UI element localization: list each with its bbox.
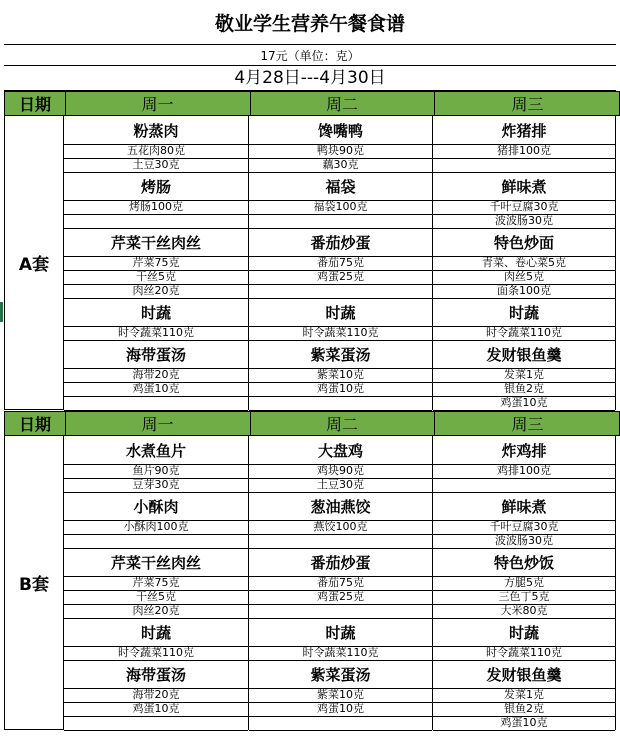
ingredient-cell[interactable]: 鸭块90克 — [249, 144, 432, 159]
ingredient-cell[interactable]: 大米80克 — [433, 604, 615, 619]
ingredient-cell[interactable]: 时令蔬菜110克 — [64, 326, 248, 341]
ingredient-cell[interactable]: 干丝5克 — [64, 270, 248, 285]
dish-name[interactable]: 海带蛋汤 — [64, 660, 248, 689]
day-header-row — [4, 91, 620, 116]
dish-name[interactable]: 特色炒面 — [433, 228, 615, 257]
dish-name[interactable]: 时蔬 — [249, 618, 432, 647]
ingredient-cell[interactable]: 时令蔬菜110克 — [433, 326, 615, 341]
ingredient-cell[interactable]: 海带20克 — [64, 368, 248, 383]
ingredient-cell[interactable] — [249, 534, 432, 549]
ingredient-cell[interactable]: 鸡排100克 — [433, 464, 615, 479]
ingredient-cell[interactable]: 时令蔬菜110克 — [64, 646, 248, 661]
day-column-2 — [249, 436, 433, 730]
price-note: 17元（单位：克） — [4, 47, 616, 66]
dish-name[interactable]: 葱油燕饺 — [249, 492, 432, 521]
ingredient-cell[interactable]: 发菜1克 — [433, 688, 615, 703]
menu-title: 敬业学生营养午餐食谱 — [4, 4, 616, 45]
ingredient-cell[interactable] — [64, 716, 248, 731]
dish-name[interactable]: 紫菜蛋汤 — [249, 340, 432, 369]
ingredient-cell[interactable]: 银鱼2克 — [433, 702, 615, 717]
ingredient-cell[interactable]: 福袋100克 — [249, 200, 432, 215]
ingredient-cell[interactable]: 发菜1克 — [433, 368, 615, 383]
ingredient-cell[interactable]: 鸡蛋25克 — [249, 590, 432, 605]
dish-name[interactable]: 鲜味煮 — [433, 172, 615, 201]
ingredient-cell[interactable]: 鸡蛋10克 — [249, 702, 432, 717]
day-column-1 — [64, 436, 249, 730]
ingredient-cell[interactable]: 鸡蛋10克 — [433, 396, 615, 411]
day-header-1[interactable]: 周一 — [65, 92, 251, 115]
ingredient-cell[interactable] — [249, 214, 432, 229]
day-header-2[interactable]: 周二 — [250, 92, 435, 115]
dish-name[interactable]: 芹菜干丝肉丝 — [64, 228, 248, 257]
dish-name[interactable]: 发财银鱼羹 — [433, 340, 615, 369]
ingredient-cell[interactable] — [64, 396, 248, 411]
dish-name[interactable]: 紫菜蛋汤 — [249, 660, 432, 689]
dish-name[interactable]: 小酥肉 — [64, 492, 248, 521]
ingredient-cell[interactable]: 青菜、卷心菜5克 — [433, 256, 615, 271]
ingredient-cell[interactable]: 波波肠30克 — [433, 534, 615, 549]
dish-name[interactable]: 时蔬 — [64, 618, 248, 647]
ingredient-cell[interactable]: 面条100克 — [433, 284, 615, 299]
dish-name[interactable]: 番茄炒蛋 — [249, 228, 432, 257]
ingredient-cell[interactable] — [249, 604, 432, 619]
ingredient-cell[interactable]: 芹菜75克 — [64, 576, 248, 591]
dish-name[interactable]: 炸猪排 — [433, 116, 615, 145]
ingredient-cell[interactable] — [249, 284, 432, 299]
ingredient-cell[interactable]: 肉丝20克 — [64, 284, 248, 299]
dish-name[interactable]: 粉蒸肉 — [64, 116, 248, 145]
date-header-cell[interactable]: 日期 — [5, 412, 66, 435]
ingredient-cell[interactable]: 鸡蛋10克 — [433, 716, 615, 731]
dish-name[interactable]: 芹菜干丝肉丝 — [64, 548, 248, 577]
ingredient-cell[interactable]: 波波肠30克 — [433, 214, 615, 229]
ingredient-cell[interactable]: 时令蔬菜110克 — [249, 646, 432, 661]
day-header-2[interactable]: 周二 — [250, 412, 435, 435]
ingredient-cell[interactable] — [64, 534, 248, 549]
ingredient-cell[interactable]: 鸡蛋10克 — [249, 382, 432, 397]
ingredient-cell[interactable]: 番茄75克 — [249, 256, 432, 271]
ingredient-cell[interactable]: 番茄75克 — [249, 576, 432, 591]
date-range: 4月28日---4月30日 — [4, 66, 616, 91]
dish-name[interactable]: 时蔬 — [249, 298, 432, 327]
ingredient-cell[interactable]: 土豆30克 — [249, 478, 432, 493]
ingredient-cell[interactable]: 鸡块90克 — [249, 464, 432, 479]
day-column-1 — [64, 116, 249, 410]
ingredient-cell[interactable]: 鸡蛋25克 — [249, 270, 432, 285]
ingredient-cell[interactable]: 烤肠100克 — [64, 200, 248, 215]
ingredient-cell[interactable]: 鸡蛋10克 — [64, 382, 248, 397]
day-header-row — [4, 411, 620, 436]
ingredient-cell[interactable] — [249, 396, 432, 411]
ingredient-cell[interactable]: 三色丁5克 — [433, 590, 615, 605]
dish-name[interactable]: 福袋 — [249, 172, 432, 201]
ingredient-cell[interactable]: 干丝5克 — [64, 590, 248, 605]
set-label[interactable]: B套 — [4, 436, 64, 730]
ingredient-cell[interactable]: 千叶豆腐30克 — [433, 520, 615, 535]
row-selection-marker — [0, 302, 3, 322]
ingredient-cell[interactable]: 肉丝20克 — [64, 604, 248, 619]
dish-name[interactable]: 番茄炒蛋 — [249, 548, 432, 577]
ingredient-cell[interactable]: 芹菜75克 — [64, 256, 248, 271]
ingredient-cell[interactable]: 银鱼2克 — [433, 382, 615, 397]
dish-name[interactable]: 水煮鱼片 — [64, 436, 248, 465]
dish-name[interactable]: 特色炒饭 — [433, 548, 615, 577]
ingredient-cell[interactable] — [433, 158, 615, 173]
ingredient-cell[interactable] — [249, 716, 432, 731]
ingredient-cell[interactable]: 土豆30克 — [64, 158, 248, 173]
dish-name[interactable]: 烤肠 — [64, 172, 248, 201]
ingredient-cell[interactable]: 时令蔬菜110克 — [249, 326, 432, 341]
ingredient-cell[interactable]: 五花肉80克 — [64, 144, 248, 159]
ingredient-cell[interactable]: 时令蔬菜110克 — [433, 646, 615, 661]
dish-name[interactable]: 馋嘴鸭 — [249, 116, 432, 145]
ingredient-cell[interactable]: 猪排100克 — [433, 144, 615, 159]
ingredient-cell[interactable]: 方腿5克 — [433, 576, 615, 591]
day-header-1[interactable]: 周一 — [65, 412, 251, 435]
ingredient-cell[interactable]: 鸡蛋10克 — [64, 702, 248, 717]
day-column-3 — [433, 436, 616, 730]
set-label[interactable]: A套 — [4, 116, 64, 410]
dish-name[interactable]: 时蔬 — [433, 298, 615, 327]
day-header-3[interactable]: 周三 — [511, 95, 544, 114]
dish-name[interactable]: 时蔬 — [433, 618, 615, 647]
ingredient-cell[interactable]: 小酥肉100克 — [64, 520, 248, 535]
ingredient-cell[interactable]: 鱼片90克 — [64, 464, 248, 479]
day-column-2 — [249, 116, 433, 410]
day-header-3[interactable]: 周三 — [511, 415, 544, 434]
ingredient-cell[interactable]: 豆芽30克 — [64, 478, 248, 493]
ingredient-cell[interactable] — [64, 214, 248, 229]
dish-name[interactable]: 发财银鱼羹 — [433, 660, 615, 689]
ingredient-cell[interactable]: 燕饺100克 — [249, 520, 432, 535]
ingredient-cell[interactable]: 紫菜10克 — [249, 368, 432, 383]
dish-name[interactable]: 鲜味煮 — [433, 492, 615, 521]
dish-name[interactable]: 海带蛋汤 — [64, 340, 248, 369]
dish-name[interactable]: 大盘鸡 — [249, 436, 432, 465]
dish-name[interactable]: 时蔬 — [64, 298, 248, 327]
dish-name[interactable]: 炸鸡排 — [433, 436, 615, 465]
ingredient-cell[interactable] — [433, 478, 615, 493]
ingredient-cell[interactable]: 肉丝5克 — [433, 270, 615, 285]
ingredient-cell[interactable]: 海带20克 — [64, 688, 248, 703]
date-header-cell[interactable]: 日期 — [5, 92, 66, 115]
ingredient-cell[interactable]: 千叶豆腐30克 — [433, 200, 615, 215]
day-column-3 — [433, 116, 616, 410]
ingredient-cell[interactable]: 紫菜10克 — [249, 688, 432, 703]
ingredient-cell[interactable]: 藕30克 — [249, 158, 432, 173]
